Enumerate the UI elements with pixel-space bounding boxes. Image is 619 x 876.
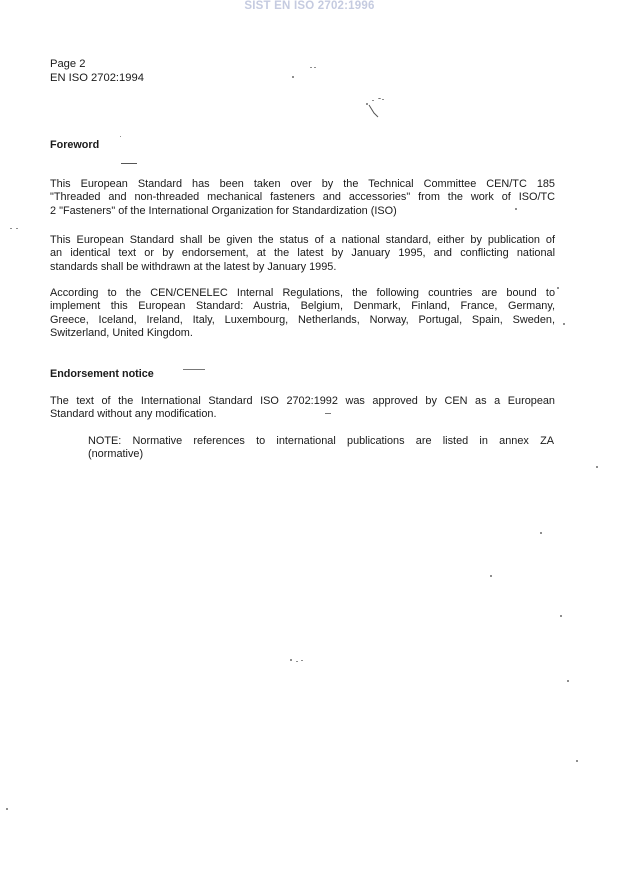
text-line: an identical text or by endorsement, at the latest by January 1995, and conflicting national — [50, 247, 555, 260]
text-line: 2 "Fasteners" of the International Organization for Standardization (ISO) — [50, 204, 397, 217]
foreword-title: Foreword — [50, 139, 100, 151]
text-line: "Threaded and non-threaded mechanical fasteners and accessories" from the work of ISO/TC — [50, 191, 555, 204]
page-number: Page 2 — [50, 58, 86, 70]
scan-speck — [378, 98, 381, 99]
foreword-paragraph-2 — [50, 234, 555, 274]
text-line: Greece, Iceland, Ireland, Italy, Luxembourg, Netherlands, Norway, Portugal, Spain, Sweden, — [50, 313, 555, 326]
text-line: (normative) — [88, 448, 144, 461]
scan-speck — [567, 680, 569, 682]
endorsement-note — [88, 435, 554, 462]
foreword-paragraph-3 — [50, 287, 555, 341]
scan-speck — [372, 100, 374, 101]
scan-speck — [557, 287, 559, 289]
text-line: Switzerland, United Kingdom. — [50, 327, 193, 340]
text-line: According to the CEN/CENELEC Internal Regulations, the following countries are bound to — [50, 287, 555, 299]
endorsement-title: Endorsement notice — [50, 368, 154, 380]
scan-dash — [183, 369, 205, 370]
scan-speck — [310, 67, 312, 68]
scan-speck — [292, 76, 294, 78]
scan-speck — [560, 615, 562, 617]
scan-mark — [368, 104, 380, 118]
watermark: SIST EN ISO 2702:1996 — [244, 0, 375, 12]
scan-speck — [296, 661, 298, 662]
scan-speck — [120, 136, 121, 137]
text-line: implement this European Standard: Austria, Belgium, Denmark, Finland, France, Germany, — [50, 300, 555, 313]
scan-speck — [596, 466, 598, 468]
scan-speck — [490, 575, 492, 577]
scan-speck — [301, 660, 303, 661]
scan-speck — [16, 228, 18, 229]
scan-speck — [382, 99, 384, 100]
text-line: The text of the International Standard ISO 2702:1992 was approved by CEN as a European — [50, 395, 555, 407]
text-line: NOTE: Normative references to international publications are listed in annex ZA — [88, 435, 554, 447]
scan-speck — [540, 532, 542, 534]
foreword-paragraph-1 — [50, 178, 555, 218]
text-line: standards shall be withdrawn at the latest by January 1995. — [50, 260, 337, 273]
scan-speck — [6, 808, 8, 810]
page-header — [50, 57, 144, 85]
scan-dash — [121, 163, 137, 164]
text-line: This European Standard shall be given the status of a national standard, either by publication of — [50, 234, 555, 246]
text-line: Standard without any modification. — [50, 408, 217, 421]
standard-id: EN ISO 2702:1994 — [50, 72, 144, 84]
scan-speck — [563, 323, 565, 325]
endorsement-paragraph — [50, 395, 555, 422]
scan-speck — [290, 659, 292, 661]
text-line: This European Standard has been taken over by the Technical Committee CEN/TC 185 — [50, 178, 555, 190]
scan-speck — [576, 760, 578, 762]
scan-speck — [10, 228, 12, 229]
scan-speck — [314, 67, 316, 68]
